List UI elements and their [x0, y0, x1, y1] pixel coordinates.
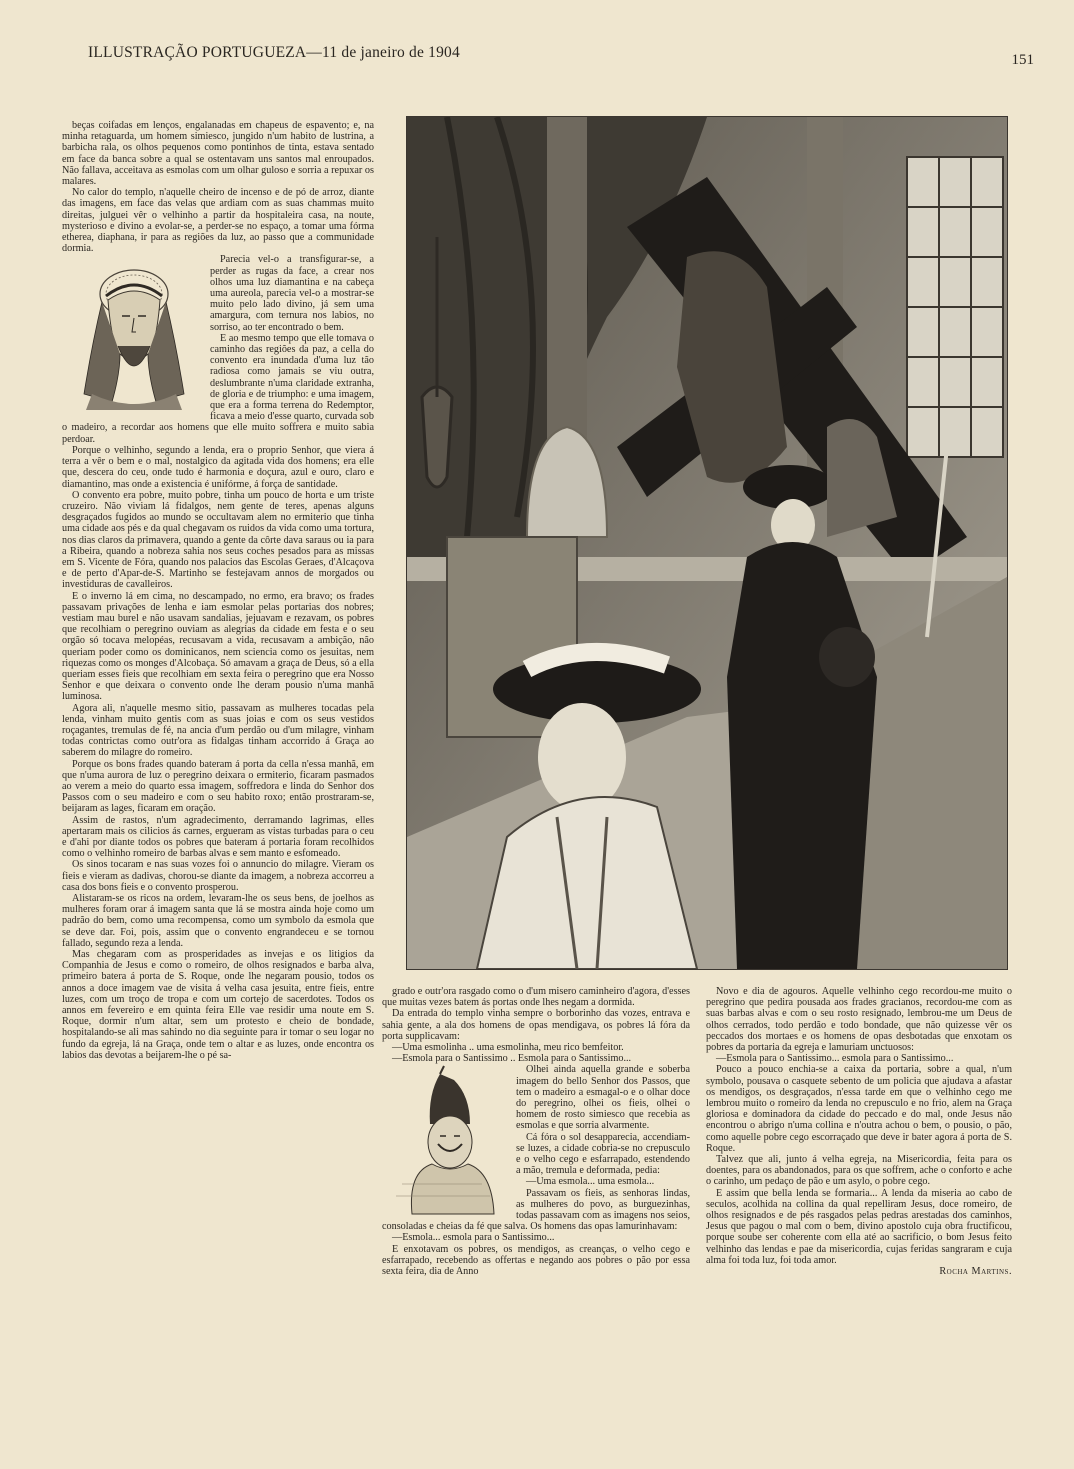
page-header-title: ILLUSTRAÇÃO PORTUGUEZA—11 de janeiro de 1904 — [88, 44, 460, 61]
paragraph: —Esmola para o Santissimo .. Esmola para o Santissimo... — [392, 1053, 632, 1065]
paragraph: Talvez que ali, junto á velha egreja, na Misericordia, feita para os doentes, para os abandonados, para os que soffrem, ache o conforto e ache o carinho, um pedaço de pão e um asylo, o pobre cego. — [706, 1154, 1012, 1188]
paragraph: Porque o velhinho, segundo a lenda, era o proprio Senhor, que viera á terra a vêr o bem e o mal, nostalgico da agitada vida dos homens; era elle que, descera do ceu, onde tudo é harmonia e doçura, azul e ouro, claro e diamantino, mas onde a existencia é unifórme, á força de santidade. — [62, 444, 374, 490]
paragraph: No calor do templo, n'aquelle cheiro de incenso e de pó de arroz, diante das imagens, em face das velas que ardiam com as suas chammas muito direitas, julguei vêr o velhinho a partir da hospitaleira casa, na noute, mysterioso e divino a evolar-se, a perder-se no espaço, a tomar uma fórma etherea, diaphana, ir para as regiões da luz, ao passo que a communidade dormia. — [62, 187, 374, 255]
paragraph: Assim de rastos, n'um agradecimento, derramando lagrimas, elles apertaram mais os cilicios ás carnes, ergueram as vistas turbadas para o ceu e d'ahi por diante todos os pobres que bateram á portaria foram recolhidos como o velhinho romeiro de barbas alvas e sem manto e esfomeado. — [62, 814, 374, 860]
paragraph: E o inverno lá em cima, no descampado, no ermo, era bravo; os frades passavam privações de lenha e iam esmolar pelas portarias dos nobres; vestiam mau burel e não usavam sandalias, jejuavam e rezavam, os pobres que recolhiam o peregrino ouviam as alegrias da cidade em festa e o seu orgão só tocava melopéas, recusavam a vida, recusavam a ambição, não queriam poder como os dominicanos, nem sciencia como os jesuitas, nem riquezas como os monges d'Alcobaça. Só amavam a graça de Deus, só a ella queriam esses fieis que recolhiam em sexta feira o peregrino que era Nosso Senhor e que deixara o convento onde lhe deram pousio n'uma manhã luminosa. — [62, 590, 374, 703]
paragraph: Mas chegaram com as prosperidades as invejas e os litigios da Companhia de Jesus e como o romeiro, de olhos resignados e barba alva, primeiro batera á porta de S. Roque, onde lhe negaram pousio, todos os annos a doce imagem vae de visita á velha casa jesuita, entre fieis, entre luzes, com um troço de tropa e com um cortejo de sacerdotes. Todos os annos em fevereiro e em quinta feira Elle vae residir uma noute em S. Roque, dormir n'um altar, sem um protesto e cheio de bondade, hospitalando-se ali mas sahindo no dia seguinte para ir tomar o seu logar no fundo da egreja, lá na Graça, onde tem o altar e as luzes, onde encontra os labios das devotas a beijarem-lhe o pé sa- — [62, 949, 374, 1061]
paragraph: Agora ali, n'aquelle mesmo sitio, passavam as mulheres tocadas pela lenda, vinham muito gentis com as suas joias e com os seus vestidos roçagantes, tremulas de fé, na ancia d'um perdão ou d'um milagre, vinham todas contrictas como outr'ora as fidalgas tinham accorrido á Graça ao saberem do milagre do romeiro. — [62, 702, 374, 759]
text-column-2 — [382, 986, 690, 1398]
paragraph: Porque os bons frades quando bateram á porta da cella n'essa manhã, em que n'uma aurora de luz o peregrino deixara o ermiterio, ficaram pasmados ao verem a meio do quarto essa imagem, soffredora e linda do Senhor dos Passos com o seu madeiro e com o seu habito roxo; então prostraram-se, beijaram as lages, ficaram em oração. — [62, 758, 374, 815]
paragraph: Olhei ainda aquella grande e soberba imagem do bello Senhor dos Passos, que tem o madeiro a esmagal-o e o olhar doce do peregrino, olhei os fieis, olhei o homem de rosto simiesco que recebia as esmolas e que sorria alvarmente. — [516, 1064, 690, 1132]
church-scene-illustration — [406, 116, 1008, 970]
paragraph: —Esmola... esmola para o Santissimo... — [392, 1232, 555, 1244]
paragraph: Novo e dia de agouros. Aquelle velhinho cego recordou-me muito o peregrino que pedira pousada aos frades gracianos, recordou-me com as suas barbas alvas e com o seu rosto resignado, lembrou-me um Deus de olhos cerrados, todo perdão e todo bondade, que não quizesse vêr os peccados dos mortaes e os homens de opas desbotadas que enxotam os pobres da portaria da egreja e lamuriam unctuosos: — [706, 986, 1012, 1054]
author-signature: Rocha Martins. — [939, 1266, 1012, 1278]
paragraph: —Esmola para o Santissimo... esmola para o Santissimo... — [716, 1053, 954, 1065]
paragraph: grado e outr'ora rasgado como o d'um misero caminheiro d'agora, d'esses que muitas vezes batem ás portas onde lhes negam a dormida. — [382, 986, 690, 1009]
paragraph: —Uma esmola... uma esmola... — [526, 1176, 655, 1188]
paragraph: Da entrada do templo vinha sempre o borborinho das vozes, entrava e sahia gente, a ala dos homens de opas mendigava, os pobres lá fóra da porta supplicavam: — [382, 1008, 690, 1042]
text-column-3 — [706, 986, 1012, 1398]
paragraph: O convento era pobre, muito pobre, tinha um pouco de horta e um triste cruzeiro. Não viviam lá fidalgos, nem gente de teres, apenas alguns desgraçados fugidos ao mundo se occultavam alem no ermiterio que tinha uma cidade aos pés e da qual chegavam os ruidos da vida como uma tortura, nos dias claros da primavera, quando a gente da côrte dava saraus ou ia para a Ribeira, quando a nobreza sahia nos seus coches pesados para as missas em S. Vicente de Fóra, quando nos palacios das Escolas Geraes, d'Alcaçova e de perto d'Apar-de-S. Martinho se festejavam annos de morgados ou investiduras de cavalleiros. — [62, 489, 374, 591]
paragraph: beças coifadas em lenços, engalanadas em chapeus de espavento; e, na minha retaguarda, um homem simiesco, jungido n'um habito de lustrina, a barbicha rala, os olhos pequenos como pontinhos de tinta, estava sentado em face da banca sobre a qual se ostentavam uns santos mal enroupados. Não fallava, acceitava as esmolas com um olhar guloso e sorria a repuxar os malares. — [62, 120, 374, 188]
paragraph: E assim que bella lenda se formaria... A lenda da miseria ao cabo de seculos, acolhida na collina da qual repelliram Jesus, doce romeiro, de olhos resignados e de pés rasgados pelas pedras arestadas dos caminhos, Jesus que pagou o mal com o bem, divino apostolo cuja obra fructificou, porque soube ser coherente com ella até ao sacrificio, o bom Jesus feito velhinho das lendas e pae da misericordia, cujas feridas sangraram e cuja alma foi toda luz, foi toda amor. — [706, 1187, 1012, 1266]
paragraph: Alistaram-se os ricos na ordem, levaram-lhe os seus bens, de joelhos as mulheres foram orar á imagem santa que lá se mostra ainda hoje como um padrão do bem, como uma recompensa, como um symbolo da esmola que se deve dar. Foi, pois, assim que o convento engrandeceu e se tornou fallado, segundo reza a lenda. — [62, 893, 374, 949]
paragraph: Os sinos tocaram e nas suas vozes foi o annuncio do milagre. Vieram os fieis e vieram as dadivas, chorou-se diante da imagem, a nobreza accorreu a casa dos bons fieis e o convento prosperou. — [62, 859, 374, 893]
old-man-with-cap-engraving-icon — [382, 1064, 508, 1216]
christ-head-engraving-icon — [62, 254, 202, 412]
text-column-1 — [62, 120, 374, 1412]
paragraph: Cá fóra o sol desapparecia, accendiam-se luzes, a cidade cobria-se no crepusculo e o velho cego e esfarrapado, estendendo a mão, tremula e deformada, pedia: — [516, 1131, 690, 1177]
page-number: 151 — [1011, 52, 1034, 68]
paragraph: Pouco a pouco enchia-se a caixa da portaria, sobre a qual, n'um symbolo, pousava o casquete sebento de um policia que ajudava a afastar os mendigos, os desgraçados, n'essa tarde em que o velhinho cego me lembrou muito o romeiro da lenda no crepusculo e no frio, alem na Graça gloriosa e dominadora da cidade do peccado e do mal, onde Jesus não encontrou o abrigo n'uma collina e n'outra achou o bem, o pousio, o pão, como aquelle pobre cego escorraçado que deve ir bater agora á porta de S. Roque. — [706, 1064, 1012, 1154]
paragraph: Parecia vel-o a transfigurar-se, a perder as rugas da face, a crear nos olhos uma luz diamantina e na cabeça uma aureola, parecia vel-o a mostrar-se muito pelo lado divino, já sem uma amargura, com ternura nos labios, no sorriso, ao ter encontrado o bem. — [210, 254, 374, 333]
paragraph: Passavam os fieis, as senhoras lindas, as mulheres do povo, as burguezinhas, todas passavam com as imagens nos seios, consoladas e cheias da fé que salva. Os homens das opas lamurinhavam: — [382, 1187, 690, 1233]
paragraph: E ao mesmo tempo que elle tomava o caminho das regiões da paz, a cella do convento era inundada d'uma luz tão radiosa como jamais se viu outra, deslumbrante n'uma claridade extranha, de gloria e de triumpho: e uma imagem, que era a forma terrena do Redemptor, ficava a meio d'esse quarto, curvada sob o madeiro, a recordar aos homens que elle muito soffrera e muito sabia perdoar. — [62, 332, 374, 445]
paragraph: —Uma esmolinha .. uma esmolinha, meu rico bemfeitor. — [392, 1042, 624, 1054]
paragraph: E enxotavam os pobres, os mendigos, as creanças, o velho cego e esfarrapado, recebendo as offertas e negando aos pobres o pão por essa sexta feira, dia de Anno — [382, 1243, 690, 1278]
